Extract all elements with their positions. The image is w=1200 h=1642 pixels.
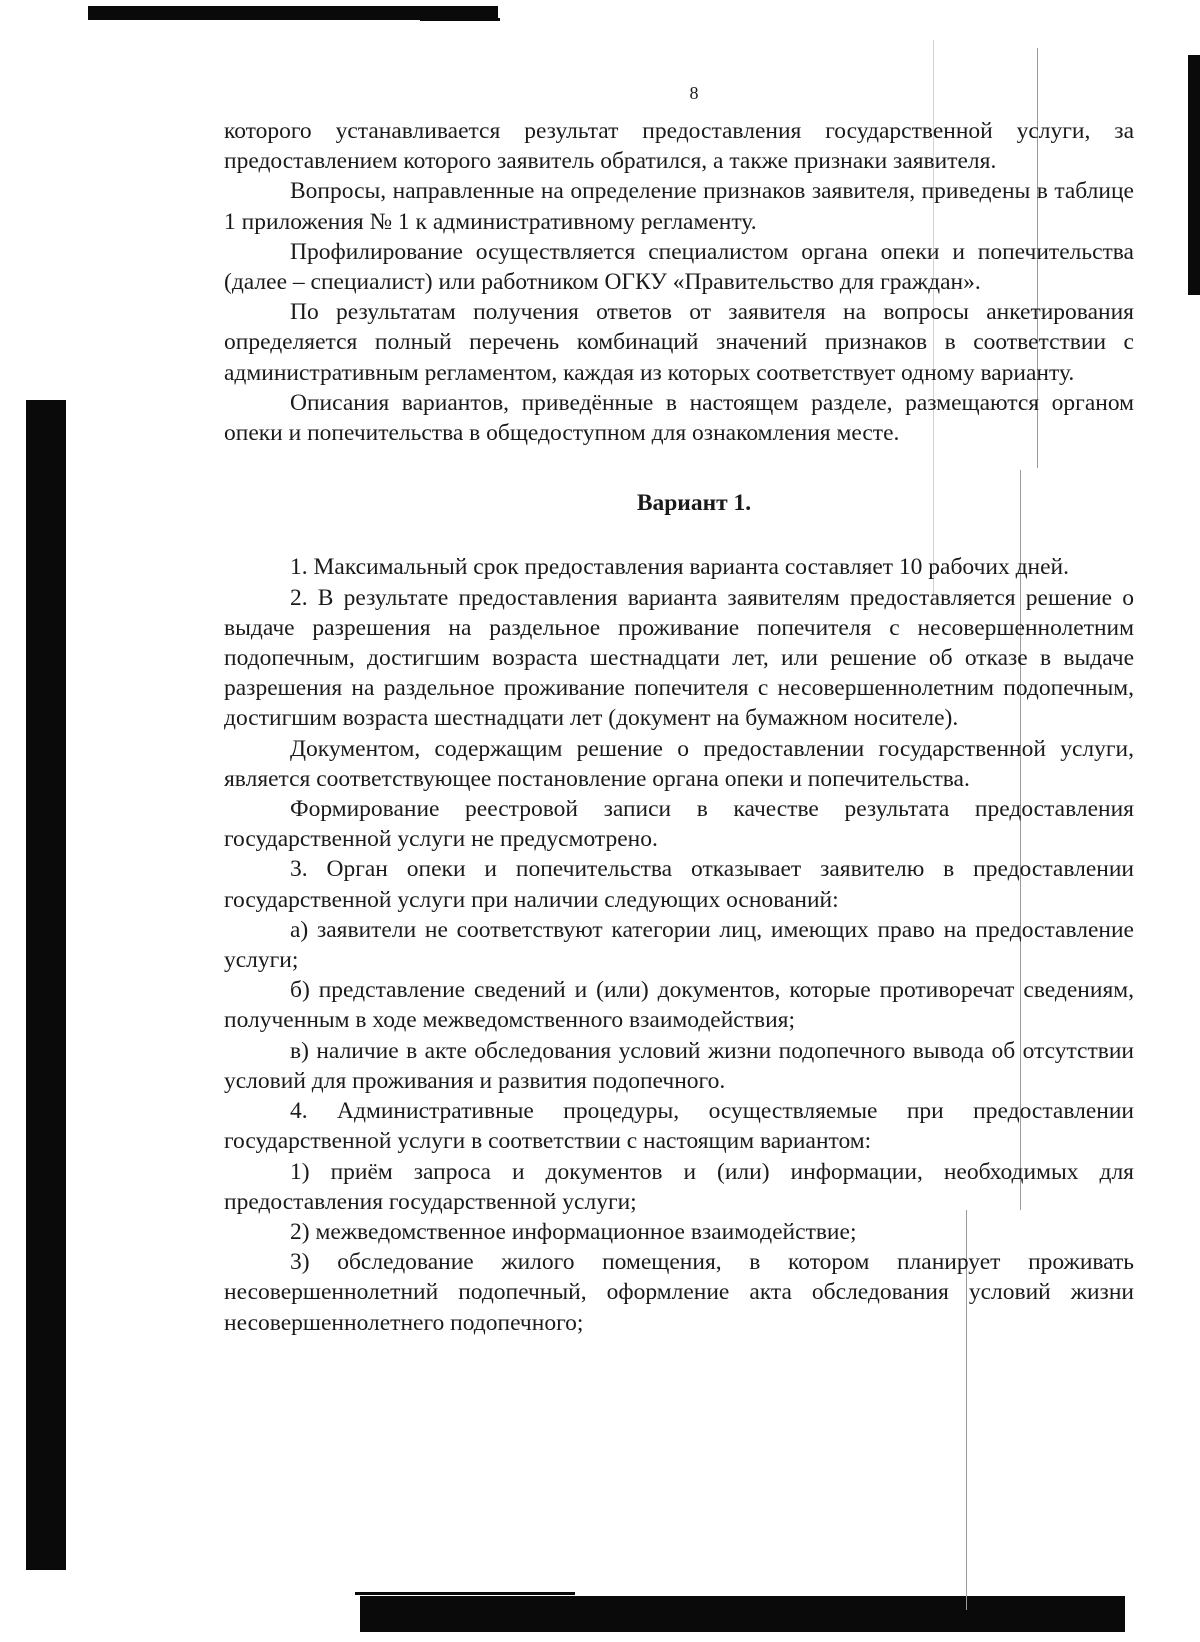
- list-item: б) представление сведений и (или) документов, которые противоречат сведениям, полученным в ходе межведомственного взаимодействия;: [224, 977, 1134, 1034]
- list-item: 2) межведомственное информационное взаимодействие;: [290, 1218, 857, 1245]
- scan-edge-bottom-thin: [355, 1592, 575, 1595]
- paragraph: По результатам получения ответов от заявителя на вопросы анкетирования определяется полный перечень комбинаций значений признаков в соответствии с административным регламентом, каждая из которых соответствует одному варианту.: [224, 299, 1134, 386]
- list-item: 3) обследование жилого помещения, в котором планирует проживать несовершеннолетний подопечный, оформление акта обследования условий жизни несовершеннолетнего подопечного;: [224, 1249, 1134, 1336]
- paragraph: 3. Орган опеки и попечительства отказывает заявителю в предоставлении государственной услуги при наличии следующих оснований:: [224, 856, 1134, 913]
- list-item: 1) приём запроса и документов и (или) информации, необходимых для предоставления государственной услуги;: [224, 1158, 1134, 1215]
- list-item: а) заявители не соответствуют категории лиц, имеющих право на предоставление услуги;: [224, 916, 1134, 974]
- paragraph: Описания вариантов, приведённые в настоящем разделе, размещаются органом опеки и попечительства в общедоступном для ознакомления месте.: [224, 389, 1134, 447]
- paragraph: Профилирование осуществляется специалистом органа опеки и попечительства (далее – специалист) или работником ОГКУ «Правительство для граждан».: [224, 238, 1134, 296]
- page-number: 8: [689, 83, 699, 103]
- document-page: [224, 82, 1134, 1338]
- list-item: в) наличие в акте обследования условий жизни подопечного вывода об отсутствии условий для проживания и развития подопечного.: [224, 1037, 1134, 1094]
- scan-edge-top-thin: [420, 18, 500, 21]
- paragraph: 4. Административные процедуры, осуществляемые при предоставлении государственной услуги в соответствии с настоящим вариантом:: [224, 1098, 1134, 1155]
- paragraph: Документом, содержащим решение о предоставлении государственной услуги, является соответствующее постановление органа опеки и попечительства.: [224, 735, 1134, 792]
- scan-edge-left: [26, 400, 66, 1570]
- paragraph: Формирование реестровой записи в качестве результата предоставления государственной услуги не предусмотрено.: [224, 796, 1134, 853]
- paragraph: которого устанавливается результат предоставления государственной услуги, за предоставлением которого заявитель обратился, а также признаки заявителя.: [224, 118, 1134, 175]
- scan-edge-bottom: [360, 1596, 1125, 1632]
- scan-edge-right: [1188, 55, 1200, 295]
- paragraph: Вопросы, направленные на определение признаков заявителя, приведены в таблице 1 приложения № 1 к административному регламенту.: [224, 178, 1134, 235]
- paragraph: 2. В результате предоставления варианта заявителям предоставляется решение о выдаче разрешения на раздельное проживание попечителя с несовершеннолетним подопечным, достигшим возраста шестнадцати лет, или решение об отказе в выдаче разрешения на раздельное проживание попечителя с несовершеннолетним подопечным, достигшим возраста шестнадцати лет (документ на бумажном носителе).: [224, 584, 1134, 732]
- paragraph: 1. Максимальный срок предоставления варианта составляет 10 рабочих дней.: [290, 554, 1070, 581]
- section-heading: Вариант 1.: [636, 490, 752, 517]
